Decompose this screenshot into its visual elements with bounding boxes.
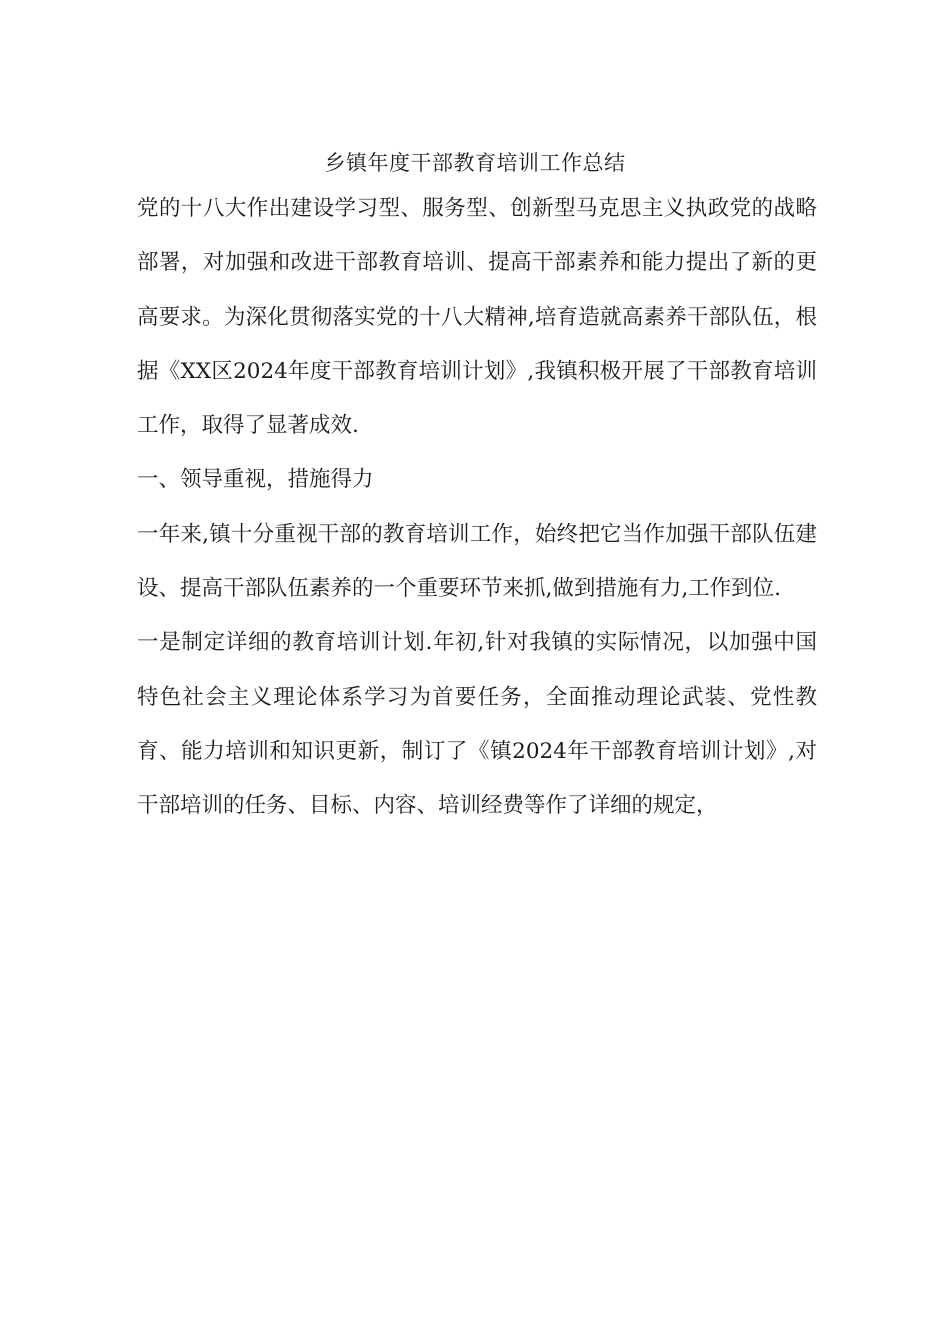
paragraph-plan: 一是制定详细的教育培训计划.年初,针对我镇的实际情况，以加强中国特色社会主义理论体系学习为首要任务，全面推动理论武装、党性教育、能力培训和知识更新，制订了《镇2024年干部教育培训计划》,对干部培训的任务、目标、内容、培训经费等作了详细的规定，: [137, 630, 817, 819]
paragraph-section-1: 一年来,镇十分重视干部的教育培训工作，始终把它当作加强干部队伍建设、提高干部队伍素养的一个重要环节来抓,做到措施有力,工作到位.: [137, 521, 817, 602]
paragraph-intro: 党的十八大作出建设学习型、服务型、创新型马克思主义执政党的战略部署，对加强和改进干部教育培训、提高干部素养和能力提出了新的更高要求。为深化贯彻落实党的十八大精神,培育造就高素养干部队伍，根据《XX区2024年度干部教育培训计划》,我镇积极开展了干部教育培训工作，取得了显著成效.: [137, 196, 817, 439]
document-body: [137, 182, 817, 834]
section-heading-1: 一、领导重视，措施得力: [137, 467, 374, 493]
document-title: 乡镇年度干部教育培训工作总结: [324, 151, 626, 175]
